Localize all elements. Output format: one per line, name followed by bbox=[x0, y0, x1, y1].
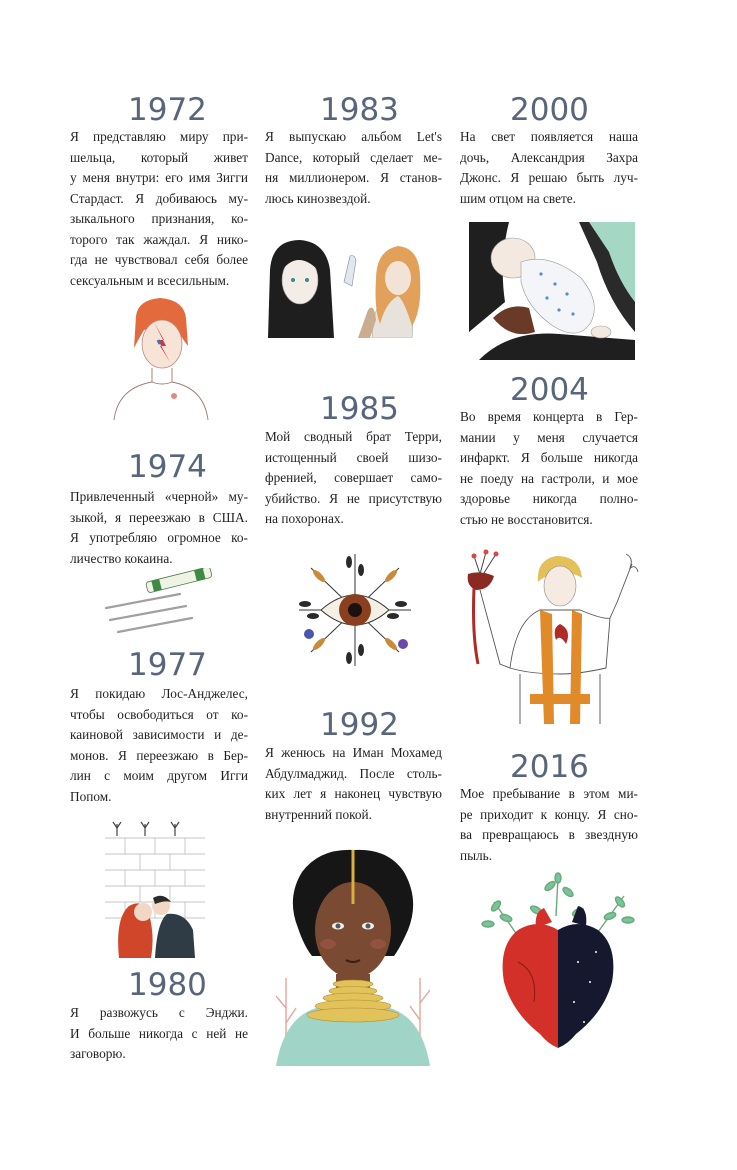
berlin-wall-kiss-illustration bbox=[105, 818, 205, 958]
entry-1974-text: Привлеченный «черной» му- зыкой, я переезжаю в США. Я употребляю огромное ко- личество кокаина. bbox=[70, 489, 248, 566]
entry-2004-text: Во время концерта в Гер- мании у меня случается инфаркт. Я больше никогда не поеду на гастроли, и мое здоровье никогда полно- стью не восстановится. bbox=[460, 409, 638, 527]
year-1983: 1983 bbox=[320, 92, 399, 128]
year-2016: 2016 bbox=[510, 749, 589, 785]
year-1977: 1977 bbox=[128, 647, 207, 683]
entry-1977-text: Я покидаю Лос-Анджелес, чтобы освободиться от ко- каиновой зависимости и де- монов. Я переезжаю в Бер- лин с моим другом Игги Попом. bbox=[70, 686, 248, 804]
iman-portrait-illustration bbox=[276, 848, 430, 1066]
year-1972: 1972 bbox=[128, 92, 207, 128]
man-with-arrows-illustration bbox=[460, 544, 644, 724]
entry-1992-text: Я женюсь на Иман Мохамед Абдулмаджид. После столь- ких лет я наконец чувствую внутренний покой. bbox=[265, 745, 442, 822]
cocaine-lines-illustration bbox=[100, 568, 220, 640]
heart-illustration bbox=[478, 872, 638, 1054]
entry-1985-text: Мой сводный брат Терри, истощенный своей шизо- френией, совершает само- убийство. Я не присутствую на похоронах. bbox=[265, 429, 442, 526]
year-1992: 1992 bbox=[320, 707, 399, 743]
entry-1980-text: Я развожусь с Энджи. И больше никогда с ней не заговорю. bbox=[70, 1005, 248, 1061]
entry-2000-text: На свет появляется наша дочь, Александрия Захра Джонс. Я решаю быть луч- шим отцом на свете. bbox=[460, 129, 638, 206]
eye-wreath-illustration bbox=[293, 550, 417, 670]
year-1985: 1985 bbox=[320, 391, 399, 427]
entry-1972-text: Я представляю миру при- шельца, который живет у меня внутри: его имя Зигги Стардаст. Я добиваюсь му- зыкального признания, ко- торого так жаждал. Я нико- гда не чувствовал себя более сексуальным и всесильным. bbox=[70, 129, 248, 288]
year-2004: 2004 bbox=[510, 372, 589, 408]
year-2000: 2000 bbox=[510, 92, 589, 128]
entry-2016-text: Мое пребывание в этом ми- ре приходит к концу. Я сно- ва превращаюсь в звездную пыль. bbox=[460, 786, 638, 863]
entry-1983-text: Я выпускаю альбом Let's Dance, который сделает ме- ня миллионером. Я станов- люсь кинозвездой. bbox=[265, 129, 442, 206]
father-holding-baby-illustration bbox=[469, 222, 635, 360]
year-1974: 1974 bbox=[128, 449, 207, 485]
labyrinth-film-illustration bbox=[264, 230, 442, 338]
ziggy-stardust-illustration bbox=[108, 296, 213, 421]
year-1980: 1980 bbox=[128, 967, 207, 1003]
